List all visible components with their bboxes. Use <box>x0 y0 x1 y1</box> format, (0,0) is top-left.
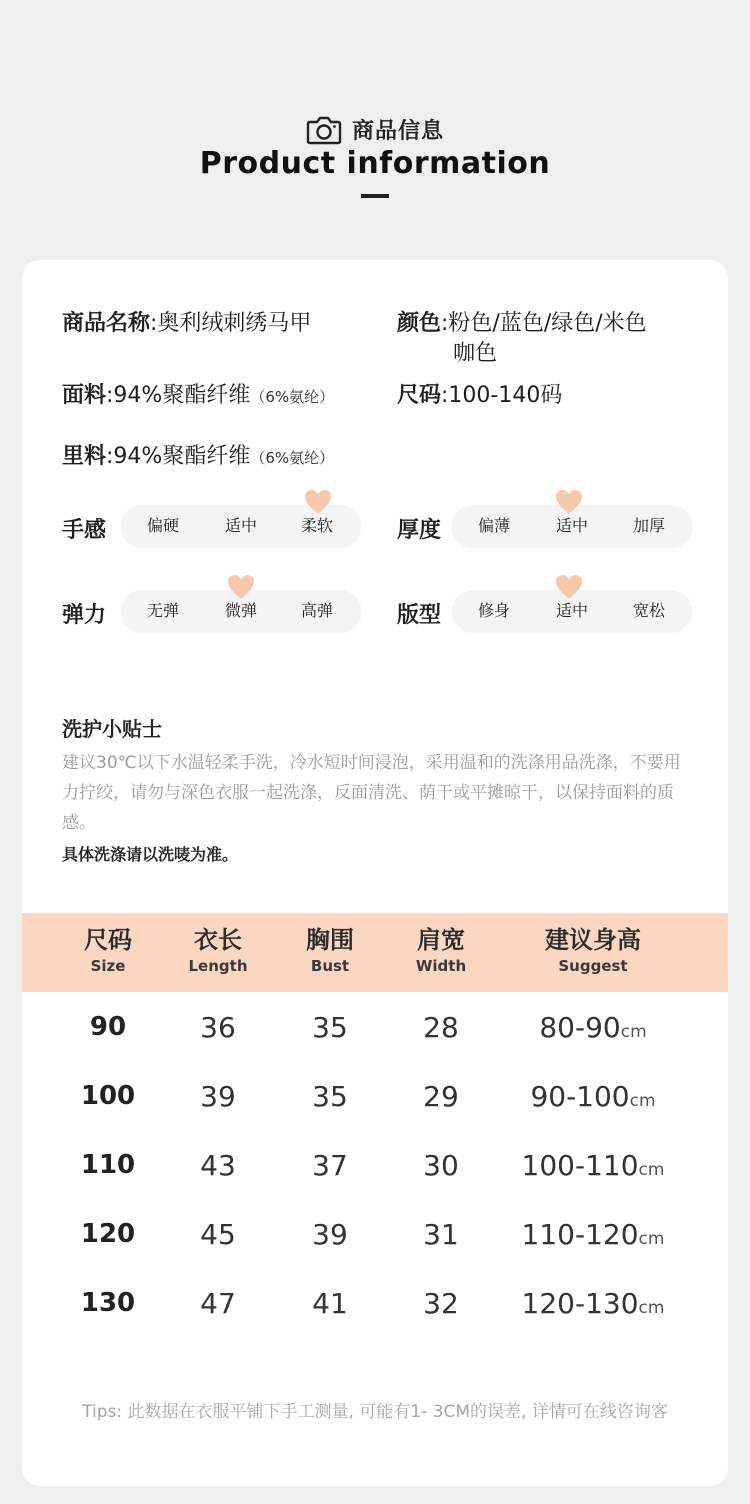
product-info-card <box>22 260 728 1486</box>
cell-length: 45 <box>200 1218 236 1251</box>
table-row <box>22 1200 728 1269</box>
attr-label-stretch: 弹力 <box>62 603 107 628</box>
col-header-en: Size <box>90 957 126 975</box>
cell-size: 100 <box>80 1081 136 1111</box>
cell-length: 36 <box>200 1011 236 1044</box>
unit-label: cm <box>620 1022 647 1042</box>
heart-icon <box>555 489 583 515</box>
cell-length: 47 <box>200 1287 236 1320</box>
fabric-note: （6%氨纶） <box>250 388 335 406</box>
page-header <box>0 0 750 260</box>
cell-size: 90 <box>89 1012 127 1042</box>
color-label: 颜色 <box>397 311 442 336</box>
header-title-row <box>0 114 750 145</box>
unit-label: cm <box>629 1091 656 1111</box>
attr-option: 修身 <box>477 601 510 620</box>
unit-label: cm <box>638 1229 665 1249</box>
attr-label-feel: 手感 <box>62 518 107 543</box>
cell-suggest <box>513 1131 673 1200</box>
product-name-value: :奥利绒刺绣马甲 <box>150 311 312 336</box>
col-header-length <box>158 925 278 977</box>
col-header-size <box>48 925 168 977</box>
attr-option: 高弹 <box>300 601 333 620</box>
attr-option: 适中 <box>555 601 588 620</box>
attr-label-thickness: 厚度 <box>397 518 442 543</box>
cell-suggest <box>513 1200 673 1269</box>
cell-bust: 37 <box>312 1149 348 1182</box>
cell-size: 130 <box>80 1288 136 1318</box>
fabric-value: :94%聚酯纤维 <box>106 383 251 408</box>
table-row <box>22 1269 728 1338</box>
heart-icon <box>304 489 332 515</box>
cell-bust: 39 <box>312 1218 348 1251</box>
cell-suggest-value: 80-90 <box>539 1011 621 1044</box>
size-table-header <box>22 913 728 992</box>
cell-suggest-value: 90-100 <box>530 1080 630 1113</box>
cell-suggest-value: 110-120 <box>521 1218 639 1251</box>
cell-size: 110 <box>80 1150 136 1180</box>
cell-bust: 35 <box>312 1011 348 1044</box>
color-value-line2: 咖色 <box>453 341 498 366</box>
attr-option: 偏薄 <box>477 516 510 535</box>
table-row <box>22 993 728 1062</box>
col-header-bust <box>270 925 390 977</box>
cell-size: 120 <box>80 1219 136 1249</box>
header-title-cn: 商品信息 <box>351 119 444 144</box>
size-range-field <box>397 378 562 409</box>
color-value: :粉色/蓝色/绿色/米色 <box>441 311 647 336</box>
col-header-en: Width <box>415 957 467 975</box>
attr-option: 无弹 <box>146 601 179 620</box>
fabric-field <box>62 378 334 409</box>
care-tips-body: 建议30℃以下水温轻柔手洗，冷水短时间浸泡，采用温和的洗涤用品洗涤，不要用力拧绞，请勿与深色衣服一起洗涤，反面清洗、荫干或平摊晾干，以保持面料的质感。 <box>62 753 681 833</box>
col-header-suggest <box>513 925 673 977</box>
unit-label: cm <box>638 1298 665 1318</box>
lining-note: （6%氨纶） <box>250 449 335 467</box>
col-header-cn: 尺码 <box>84 926 132 954</box>
col-header-en: Suggest <box>558 957 628 975</box>
camera-icon <box>306 115 342 145</box>
cell-width: 32 <box>423 1287 459 1320</box>
size-range-label: 尺码 <box>397 383 442 408</box>
col-header-cn: 肩宽 <box>417 926 465 954</box>
heart-icon <box>555 574 583 600</box>
lining-label: 里料 <box>62 444 107 469</box>
care-tips-note: 具体洗涤请以洗唛为准。 <box>62 845 239 864</box>
lining-field <box>62 439 334 470</box>
col-header-cn: 衣长 <box>194 926 242 954</box>
col-header-cn: 胸围 <box>306 926 354 954</box>
header-title-en: Product information <box>199 146 551 181</box>
fabric-label: 面料 <box>62 383 107 408</box>
col-header-cn: 建议身高 <box>545 926 641 954</box>
attr-option: 偏硬 <box>146 516 179 535</box>
title-underline <box>361 194 389 198</box>
cell-suggest <box>513 1269 673 1338</box>
attr-option: 加厚 <box>632 516 665 535</box>
attr-option: 适中 <box>555 516 588 535</box>
lining-value: :94%聚酯纤维 <box>106 444 251 469</box>
table-row <box>22 1062 728 1131</box>
cell-bust: 35 <box>312 1080 348 1113</box>
heart-icon <box>227 574 255 600</box>
attr-label-fit: 版型 <box>397 603 442 628</box>
measurement-tips: Tips: 此数据在衣服平铺下手工测量, 可能有1- 3CM的误差, 详情可在线咨询客 <box>82 1402 668 1422</box>
attr-option: 微弹 <box>224 601 257 620</box>
cell-suggest <box>513 993 673 1062</box>
table-row <box>22 1131 728 1200</box>
cell-suggest-value: 120-130 <box>521 1287 639 1320</box>
unit-label: cm <box>638 1160 665 1180</box>
cell-width: 30 <box>423 1149 459 1182</box>
col-header-en: Length <box>188 957 248 975</box>
attr-option: 宽松 <box>632 601 665 620</box>
cell-bust: 41 <box>312 1287 348 1320</box>
cell-suggest-value: 100-110 <box>521 1149 639 1182</box>
attr-option: 柔软 <box>300 516 333 535</box>
cell-length: 39 <box>200 1080 236 1113</box>
cell-width: 28 <box>423 1011 459 1044</box>
col-header-width <box>381 925 501 977</box>
product-name-field <box>62 306 311 337</box>
attr-option: 适中 <box>224 516 257 535</box>
col-header-en: Bust <box>310 957 350 975</box>
cell-width: 29 <box>423 1080 459 1113</box>
cell-width: 31 <box>423 1218 459 1251</box>
product-name-label: 商品名称 <box>62 311 151 336</box>
care-tips-title: 洗护小贴士 <box>62 717 162 741</box>
size-range-value: :100-140码 <box>441 383 563 408</box>
cell-suggest <box>513 1062 673 1131</box>
cell-length: 43 <box>200 1149 236 1182</box>
color-field <box>397 306 647 337</box>
